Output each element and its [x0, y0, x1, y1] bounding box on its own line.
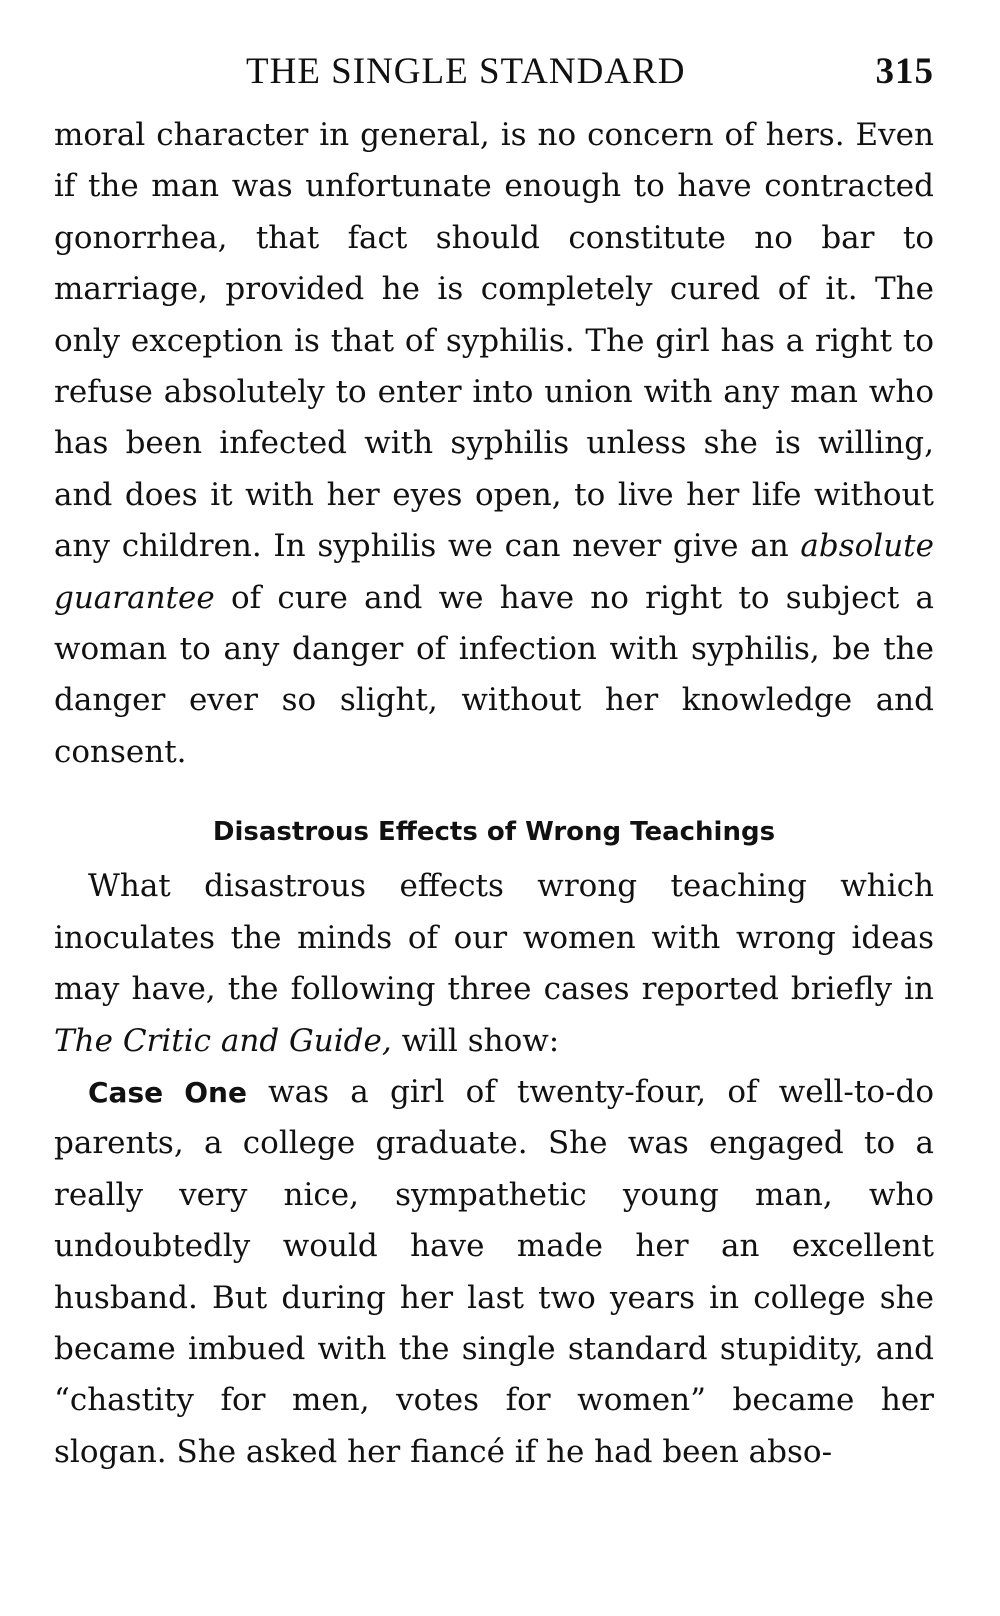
running-head	[54, 40, 934, 100]
publication-title: The Critic and Guide,	[54, 1022, 392, 1059]
emphasis-absolute-guarantee: absolute guarantee	[54, 528, 934, 616]
page-number: 315	[875, 51, 934, 92]
paragraph-text: What disastrous effects wrong teaching which inoculates the minds of our women with wrong ideas may have, the following three cases reported briefly in	[54, 868, 934, 1008]
running-title: THE SINGLE STANDARD	[246, 51, 686, 92]
book-page	[54, 40, 934, 1478]
paragraph-text: of cure and we have no right to subject a woman to any danger of infection with syphilis, be the danger ever so slight, without her knowledge and consent.	[54, 579, 934, 770]
paragraph-text: was a girl of twenty-four, of well-to-do parents, a college graduate. She was engaged to a really very nice, sympathetic young man, who undoubtedly would have made her an excellent husband. But during her last two years in college she became imbued with the single standard stupidity, and “chastity for men, votes for women” became her slogan. She asked her fiancé if he had been abso-	[54, 1073, 934, 1470]
paragraph-text: will show:	[391, 1022, 560, 1059]
paragraph-case-one	[54, 1067, 934, 1478]
paragraph-syphilis-exception	[54, 110, 934, 778]
case-one-label: Case One	[88, 1075, 247, 1109]
paragraph-wrong-teaching	[54, 861, 934, 1067]
section-heading: Disastrous Effects of Wrong Teachings	[212, 817, 776, 848]
paragraph-text: moral character in general, is no concern of hers. Even if the man was unfortunate enough to have contracted gonorrhea, that fact should constitute no bar to marriage, provided he is completely cured of it. The only exception is that of syphilis. The girl has a right to refuse absolutely to enter into union with any man who has been infected with syphilis unless she is willing, and does it with her eyes open, to live her life without any children. In syphilis we can never give an	[54, 117, 934, 565]
